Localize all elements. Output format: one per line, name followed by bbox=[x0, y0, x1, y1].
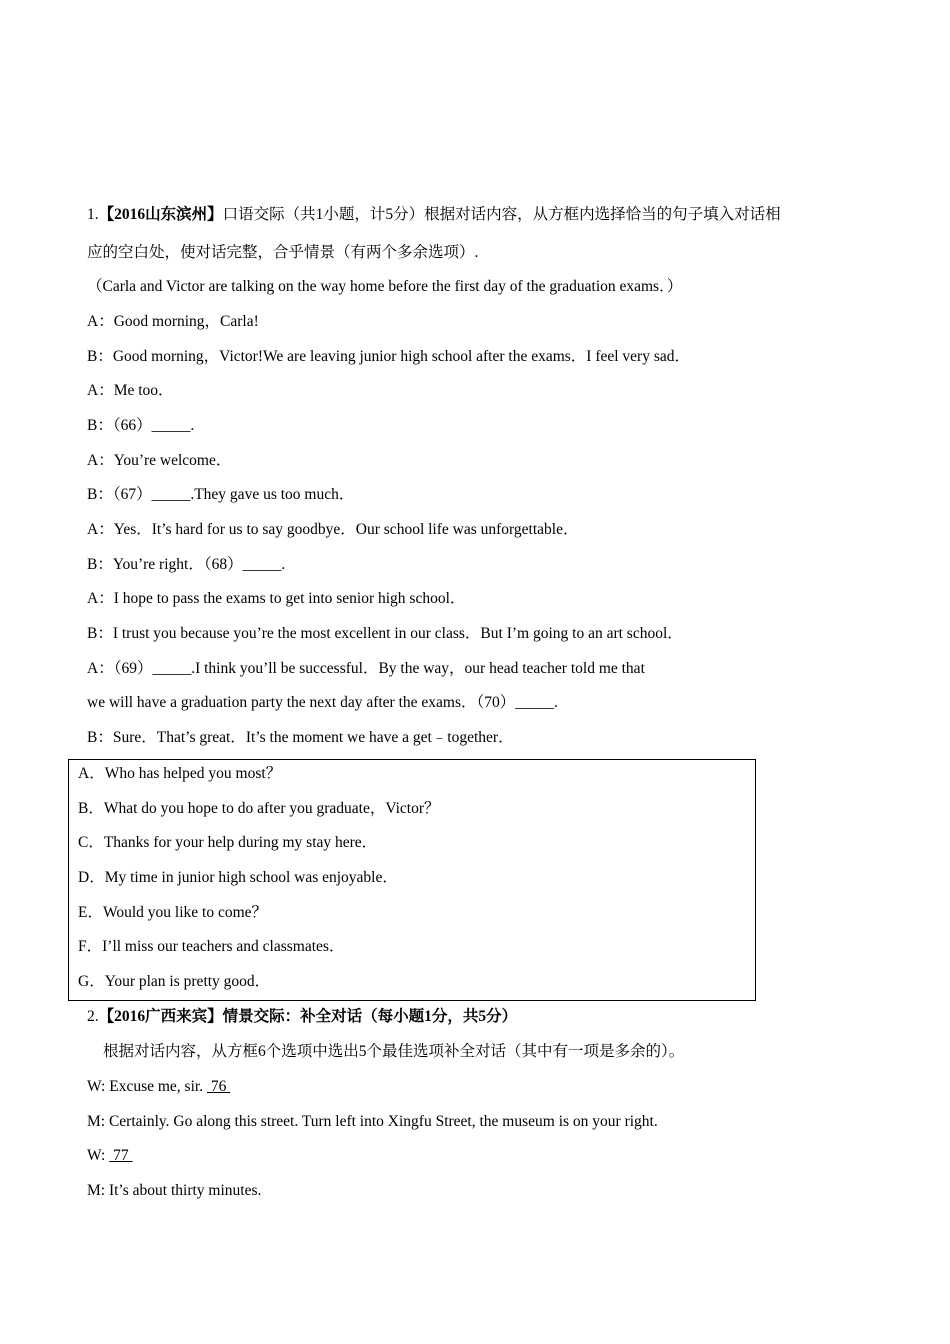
q2-line-text: W: Excuse me, sir. bbox=[87, 1078, 207, 1095]
q1-instruction-line2: 应的空白处，使对话完整，合乎情景（有两个多余选项）. bbox=[87, 244, 479, 261]
dialogue-line: A：Yes．It’s hard for us to say goodbye．Our school life was unforgettable． bbox=[87, 521, 579, 538]
q2-dialogue-line bbox=[87, 1112, 658, 1132]
dialogue-line: B：Sure．That’s great．It’s the moment we have a get﹣together． bbox=[87, 729, 514, 746]
q2-dialogue-line bbox=[87, 1181, 261, 1201]
q2-source-tag: 【2016广西来宾】 bbox=[98, 1008, 223, 1025]
q1-source-tag: 【2016山东滨州】 bbox=[98, 206, 223, 223]
q2-line-text: W: bbox=[87, 1147, 110, 1164]
q2-header bbox=[87, 1007, 517, 1027]
q1-context: （Carla and Victor are talking on the way home before the first day of the graduation exams．） bbox=[87, 278, 683, 295]
q2-number: 2. bbox=[87, 1008, 99, 1025]
dialogue-line: A：Good morning，Carla! bbox=[87, 313, 259, 330]
dialogue-line: B：（66）_____. bbox=[87, 417, 195, 434]
option-d: D．My time in junior high school was enjoyable． bbox=[78, 869, 398, 886]
q2-line-text: M: Certainly. Go along this street. Turn left into Xingfu Street, the museum is on your right. bbox=[87, 1113, 658, 1130]
dialogue-line: we will have a graduation party the next day after the exams．（70）_____. bbox=[87, 694, 558, 711]
q1-header bbox=[87, 205, 781, 225]
dialogue-line: A：I hope to pass the exams to get into senior high school． bbox=[87, 590, 466, 607]
q1-instruction-line1: 口语交际（共1小题，计5分）根据对话内容，从方框内选择恰当的句子填入对话相 bbox=[222, 206, 781, 223]
option-c: C．Thanks for your help during my stay here． bbox=[78, 834, 378, 851]
dialogue-line: A：You’re welcome． bbox=[87, 452, 232, 469]
dialogue-line: B：I trust you because you’re the most excellent in our class．But I’m going to an art school． bbox=[87, 625, 683, 642]
q2-dialogue-line bbox=[87, 1077, 230, 1097]
q2-dialogue-line bbox=[87, 1146, 133, 1166]
blank-77[interactable]: 77 bbox=[109, 1147, 133, 1164]
dialogue-line: B：（67）_____.They gave us too much． bbox=[87, 486, 355, 503]
q2-title: 情景交际：补全对话（每小题1分，共5分） bbox=[222, 1008, 518, 1025]
q2-line-text: M: It’s about thirty minutes. bbox=[87, 1182, 262, 1199]
option-a: A．Who has helped you most？ bbox=[78, 765, 282, 782]
dialogue-line: A：Me too． bbox=[87, 382, 174, 399]
dialogue-line: B：Good morning，Victor!We are leaving junior high school after the exams．I feel very sad． bbox=[87, 348, 691, 365]
dialogue-line: B：You’re right．（68）_____. bbox=[87, 556, 286, 573]
option-f: F．I’ll miss our teachers and classmates． bbox=[78, 938, 345, 955]
option-g: G．Your plan is pretty good． bbox=[78, 973, 271, 990]
option-e: E．Would you like to come？ bbox=[78, 904, 268, 921]
option-b: B．What do you hope to do after you graduate，Victor？ bbox=[78, 800, 440, 817]
options-box bbox=[68, 759, 756, 1001]
q1-number: 1. bbox=[87, 206, 99, 223]
q2-instruction: 根据对话内容，从方框6个选项中选出5个最佳选项补全对话（其中有一项是多余的）。 bbox=[103, 1043, 685, 1060]
blank-76[interactable]: 76 bbox=[206, 1078, 231, 1095]
dialogue-line: A：（69）_____.I think you’ll be successful．By the way，our head teacher told me that bbox=[87, 660, 645, 677]
